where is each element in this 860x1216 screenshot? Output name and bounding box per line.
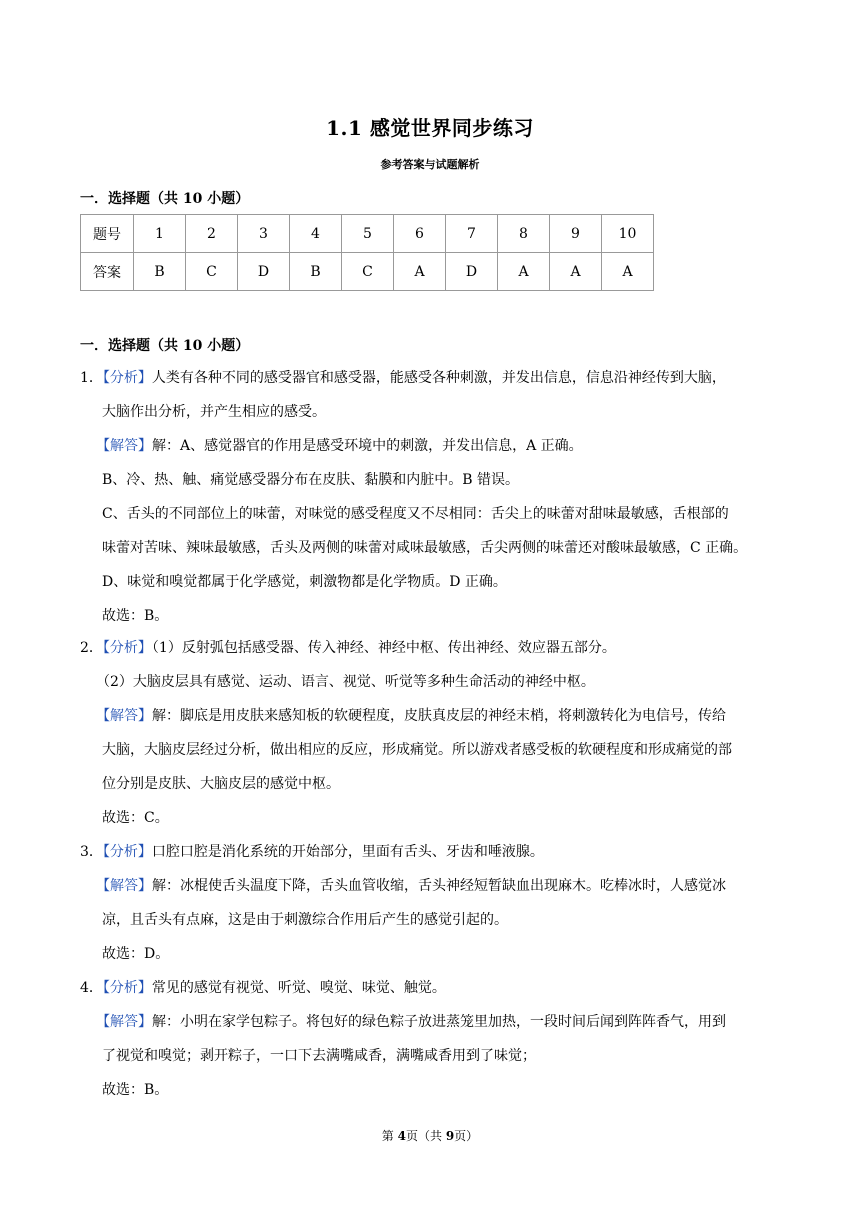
analysis-tag: 【分析】 <box>102 640 152 656</box>
question-4 <box>80 971 780 1107</box>
solution-line <box>80 1005 780 1039</box>
analysis-tag: 【分析】 <box>102 370 152 386</box>
table-cell-number: 2 <box>186 215 238 253</box>
analysis-text: 口腔口腔是消化系统的开始部分，里面有舌头、牙齿和唾液腺。 <box>151 844 544 860</box>
table-cell-answer: C <box>186 253 238 291</box>
question-number: 2． <box>80 640 103 656</box>
solution-text: 解：A、感觉器官的作用是感受环境中的刺激，并发出信息，A 正确。 <box>152 438 583 454</box>
table-cell-answer: A <box>498 253 550 291</box>
table-cell-number: 5 <box>342 215 394 253</box>
question-number: 1． <box>80 370 103 386</box>
solution-line: 大脑，大脑皮层经过分析，做出相应的反应，形成痛觉。所以游戏者感受板的软硬程度和形成痛觉的部 <box>102 742 732 758</box>
answer-table-answer-row <box>81 253 654 291</box>
choice-line: 故选：D。 <box>102 946 170 962</box>
section-heading-1: 一．选择题（共 10 小题） <box>80 191 250 207</box>
question-3 <box>80 835 780 971</box>
solution-line: C、舌头的不同部位上的味蕾，对味觉的感受程度又不尽相同：舌尖上的味蕾对甜味最敏感，舌根部的 <box>102 506 729 522</box>
table-cell-number: 8 <box>498 215 550 253</box>
solution-tag: 【解答】 <box>96 708 152 724</box>
table-cell-number: 10 <box>602 215 654 253</box>
table-cell-answer: A <box>394 253 446 291</box>
analysis-line: （2）大脑皮层具有感觉、运动、语言、视觉、听觉等多种生命活动的神经中枢。 <box>96 674 595 690</box>
page-title: 1.1 感觉世界同步练习 <box>326 116 534 140</box>
analysis-line <box>80 971 780 1005</box>
current-page-number: 4 <box>397 1129 406 1143</box>
solution-text: 解：小明在家学包粽子。将包好的绿色粽子放进蒸笼里加热，一段时间后闻到阵阵香气，用到 <box>152 1014 726 1030</box>
solution-line <box>80 869 780 903</box>
solution-tag: 【解答】 <box>96 878 152 894</box>
solution-line: 了视觉和嗅觉；剥开粽子，一口下去满嘴咸香，满嘴咸香用到了味觉； <box>102 1048 536 1064</box>
solution-line: 味蕾对苦味、辣味最敏感，舌头及两侧的味蕾对咸味最敏感，舌尖两侧的味蕾还对酸味最敏感，C 正确。 <box>102 540 748 556</box>
table-cell-answer: A <box>550 253 602 291</box>
analysis-text: （1）反射弧包括感受器、传入神经、神经中枢、传出神经、效应器五部分。 <box>151 640 616 656</box>
footer-middle: 页（共 <box>405 1129 446 1143</box>
analysis-line: 大脑作出分析，并产生相应的感受。 <box>102 404 326 420</box>
solution-tag: 【解答】 <box>96 438 152 454</box>
analysis-tag: 【分析】 <box>102 844 152 860</box>
total-page-count: 9 <box>445 1129 455 1143</box>
table-cell-answer: D <box>238 253 290 291</box>
table-cell-label: 题号 <box>81 215 134 253</box>
choice-line: 故选：B。 <box>102 608 169 624</box>
analysis-tag: 【分析】 <box>102 980 152 996</box>
table-cell-number: 4 <box>290 215 342 253</box>
table-cell-number: 1 <box>134 215 186 253</box>
solution-line <box>80 429 780 463</box>
analysis-text: 常见的感觉有视觉、听觉、嗅觉、味觉、触觉。 <box>151 980 446 996</box>
question-1 <box>80 361 780 633</box>
footer-suffix: 页） <box>454 1129 479 1143</box>
analysis-line <box>80 631 780 665</box>
question-number: 3． <box>80 844 103 860</box>
answer-table-header-row <box>81 215 654 253</box>
solution-line <box>80 699 780 733</box>
choice-line: 故选：C。 <box>102 810 169 826</box>
choice-line: 故选：B。 <box>102 1082 169 1098</box>
analysis-text: 人类有各种不同的感受器官和感受器，能感受各种刺激，并发出信息，信息沿神经传到大脑， <box>151 370 726 386</box>
table-cell-answer: B <box>290 253 342 291</box>
solution-text: 解：脚底是用皮肤来感知板的软硬程度，皮肤真皮层的神经末梢，将刺激转化为电信号，传给 <box>152 708 726 724</box>
analysis-line <box>80 361 780 395</box>
solution-text: 解：冰棍使舌头温度下降，舌头血管收缩，舌头神经短暂缺血出现麻木。吃棒冰时，人感觉冰 <box>152 878 726 894</box>
analysis-line <box>80 835 780 869</box>
table-cell-answer: B <box>134 253 186 291</box>
table-cell-number: 7 <box>446 215 498 253</box>
table-cell-answer: A <box>602 253 654 291</box>
page-subtitle: 参考答案与试题解析 <box>380 158 480 171</box>
page-footer <box>0 1127 860 1144</box>
table-cell-answer: D <box>446 253 498 291</box>
section-heading-2: 一．选择题（共 10 小题） <box>80 338 250 354</box>
question-number: 4． <box>80 980 103 996</box>
table-cell-number: 6 <box>394 215 446 253</box>
table-cell-number: 9 <box>550 215 602 253</box>
footer-prefix: 第 <box>381 1129 398 1143</box>
table-cell-number: 3 <box>238 215 290 253</box>
solution-tag: 【解答】 <box>96 1014 152 1030</box>
solution-line: D、味觉和嗅觉都属于化学感觉，刺激物都是化学物质。D 正确。 <box>102 574 507 590</box>
solution-line: B、冷、热、触、痛觉感受器分布在皮肤、黏膜和内脏中。B 错误。 <box>102 472 520 488</box>
question-2 <box>80 631 780 835</box>
table-cell-answer: C <box>342 253 394 291</box>
answer-table <box>80 214 654 291</box>
table-cell-label: 答案 <box>81 253 134 291</box>
solution-line: 凉，且舌头有点麻，这是由于刺激综合作用后产生的感觉引起的。 <box>102 912 508 928</box>
solution-line: 位分别是皮肤、大脑皮层的感觉中枢。 <box>102 776 340 792</box>
